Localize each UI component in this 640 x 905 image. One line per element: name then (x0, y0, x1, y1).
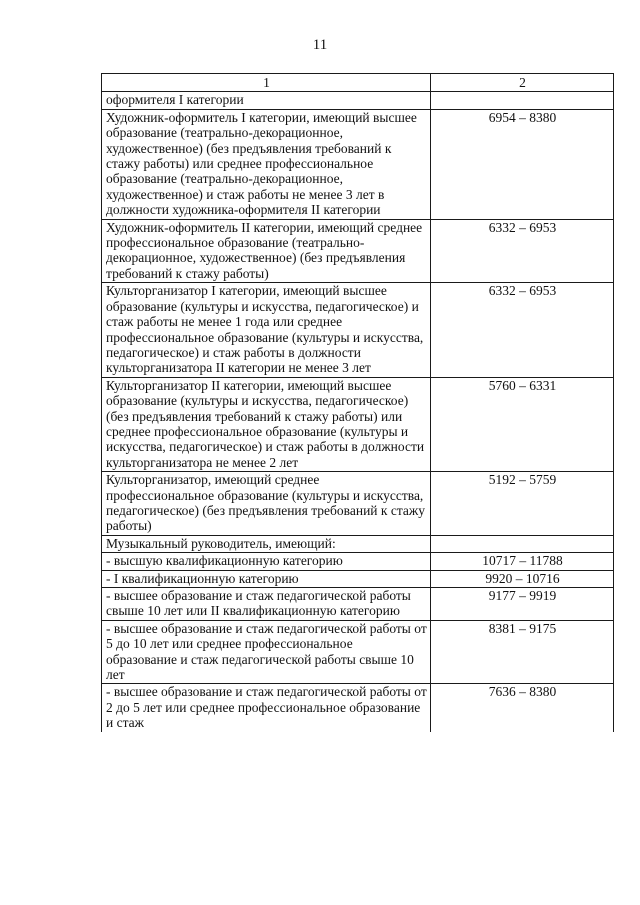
salary-range (431, 535, 614, 552)
salary-range: 10717 – 11788 (431, 553, 614, 570)
salary-range: 6332 – 6953 (431, 219, 614, 283)
salary-range: 9177 – 9919 (431, 588, 614, 621)
table-row (102, 472, 614, 536)
position-description: - I квалификационную категорию (102, 570, 431, 587)
table-row (102, 684, 614, 732)
salary-range: 8381 – 9175 (431, 620, 614, 684)
table-row (102, 553, 614, 570)
table-row (102, 283, 614, 377)
table-row (102, 109, 614, 219)
position-description: Художник-оформитель I категории, имеющий высшее образование (театрально-декорационное, художественное) (без предъявления требований к стажу работы) или среднее профессиональное образование (театрально-декорационное, художественное) и стаж работы не менее 3 лет в должности художника-оформителя II категории (102, 109, 431, 219)
salary-range: 6954 – 8380 (431, 109, 614, 219)
salary-range: 5192 – 5759 (431, 472, 614, 536)
position-description: Культорганизатор, имеющий среднее профессиональное образование (культуры и искусства, педагогическое) (без предъявления требований к стажу работы) (102, 472, 431, 536)
table-header-row (102, 74, 614, 92)
table-row (102, 570, 614, 587)
salary-range: 5760 – 6331 (431, 377, 614, 471)
position-description: - высшее образование и стаж педагогической работы от 5 до 10 лет или среднее профессиональное образование и стаж педагогической работы свыше 10 лет (102, 620, 431, 684)
position-description: Музыкальный руководитель, имеющий: (102, 535, 431, 552)
table-row (102, 219, 614, 283)
salary-range: 9920 – 10716 (431, 570, 614, 587)
position-description: - высшее образование и стаж педагогической работы от 2 до 5 лет или среднее профессиональное образование и стаж (102, 684, 431, 732)
position-description: Культорганизатор I категории, имеющий высшее образование (культуры и искусства, педагогическое) и стаж работы не менее 1 года или среднее профессиональное образование (культуры и искусства, педагогическое) и стаж работы в должности культорганизатора II категории не менее 3 лет (102, 283, 431, 377)
salary-range (431, 92, 614, 109)
position-description: Художник-оформитель II категории, имеющий среднее профессиональное образование (театрально-декорационное, художественное) (без предъявления требований к стажу работы) (102, 219, 431, 283)
table-row (102, 620, 614, 684)
salary-range: 6332 – 6953 (431, 283, 614, 377)
position-description: - высшее образование и стаж педагогической работы свыше 10 лет или II квалификационную категорию (102, 588, 431, 621)
page-number: 11 (312, 37, 328, 53)
table-row (102, 92, 614, 109)
position-description: оформителя I категории (102, 92, 431, 109)
table-row (102, 377, 614, 471)
table-row (102, 588, 614, 621)
position-description: - высшую квалификационную категорию (102, 553, 431, 570)
salary-range: 7636 – 8380 (431, 684, 614, 732)
column-header-1: 1 (102, 74, 431, 92)
position-description: Культорганизатор II категории, имеющий высшее образование (культуры и искусства, педагогическое) (без предъявления требований к стажу работы) или среднее профессиональное образование (культуры и искусства, педагогическое) и стаж работы в должности культорганизатора не менее 2 лет (102, 377, 431, 471)
salary-table (101, 73, 614, 732)
column-header-2: 2 (431, 74, 614, 92)
table-row (102, 535, 614, 552)
